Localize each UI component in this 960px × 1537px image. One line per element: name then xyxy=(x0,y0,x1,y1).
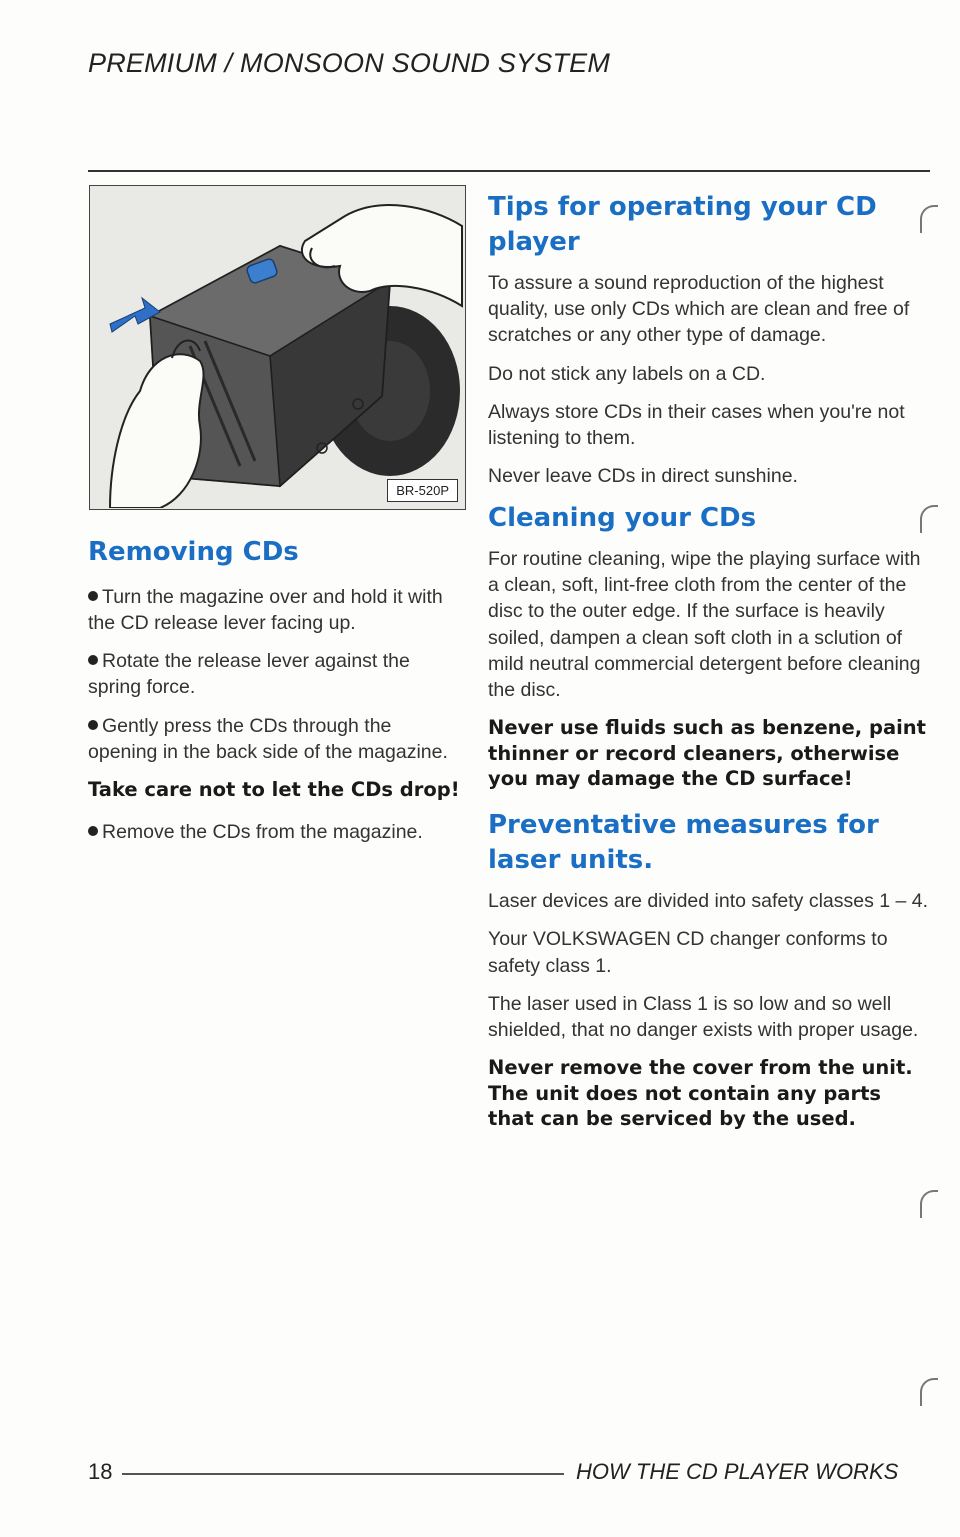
drop-warning: Take care not to let the CDs drop! xyxy=(88,777,460,801)
corner-mark-icon xyxy=(920,205,938,233)
bullet-icon xyxy=(88,826,98,836)
bullet-icon xyxy=(88,655,98,665)
tips-paragraph: Always store CDs in their cases when you're not listening to them. xyxy=(488,400,905,449)
removing-cds-heading: Removing CDs xyxy=(88,537,299,567)
cleaning-heading: Cleaning your CDs xyxy=(488,503,757,534)
corner-mark-icon xyxy=(920,505,938,533)
footer-title: HOW THE CD PLAYER WORKS xyxy=(576,1459,899,1484)
cleaning-paragraph: For routine cleaning, wipe the playing surface with a clean, soft, lint-free cloth from the center of the disc to the outer edge. If the surface is heavily soiled, dampen a clean soft cloth in a sclution of mild neutral commercial detergent before cleaning the disc. xyxy=(488,548,921,701)
removing-cds-section xyxy=(88,535,466,857)
tips-paragraph: To assure a sound reproduction of the highest quality, use only CDs which are clean and free of scratches or any other type of damage. xyxy=(488,272,910,347)
page-header-title: PREMIUM / MONSOON SOUND SYSTEM xyxy=(88,48,611,78)
list-item: Remove the CDs from the magazine. xyxy=(88,819,466,845)
corner-mark-icon xyxy=(920,1378,938,1406)
laser-paragraph: Your VOLKSWAGEN CD changer conforms to safety class 1. xyxy=(488,928,888,977)
footer-divider xyxy=(122,1473,564,1475)
laser-warning: Never remove the cover from the unit. The unit does not contain any parts that can be serviced by the used. xyxy=(488,1055,913,1131)
laser-paragraph: Laser devices are divided into safety classes 1 – 4. xyxy=(488,890,929,913)
list-item: Rotate the release lever against the spring force. xyxy=(88,650,410,699)
corner-mark-icon xyxy=(920,1190,938,1218)
list-item: Gently press the CDs through the opening in the back side of the magazine. xyxy=(88,714,448,763)
page-number: 18 xyxy=(88,1459,113,1484)
laser-paragraph: The laser used in Class 1 is so low and so well shielded, that no danger exists with proper usage. xyxy=(488,992,919,1041)
header-divider xyxy=(88,170,930,172)
bullet-icon xyxy=(88,720,98,730)
figure-label: BR-520P xyxy=(387,479,458,502)
tips-paragraph: Never leave CDs in direct sunshine. xyxy=(488,464,798,487)
bullet-icon xyxy=(88,591,98,601)
list-item: Turn the magazine over and hold it with the CD release lever facing up. xyxy=(88,586,443,635)
laser-heading: Preventative measures for laser units. xyxy=(488,810,879,876)
tips-heading: Tips for operating your CD player xyxy=(488,192,877,258)
cleaning-warning: Never use fluids such as benzene, paint thinner or record cleaners, otherwise you may damage the CD surface! xyxy=(488,715,926,791)
right-column xyxy=(488,190,930,1148)
cd-magazine-drawing xyxy=(90,186,464,508)
cd-magazine-illustration xyxy=(89,185,466,510)
tips-paragraph: Do not stick any labels on a CD. xyxy=(488,362,766,385)
